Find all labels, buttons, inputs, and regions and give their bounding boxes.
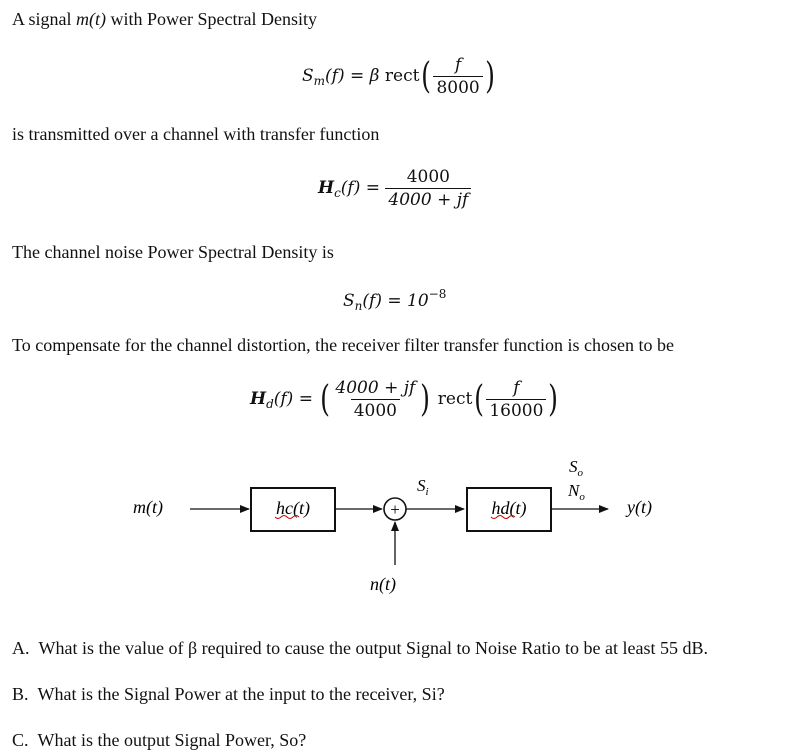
question-c: C. What is the output Signal Power, So? (12, 730, 307, 750)
equation-receiver-transfer: $H_d(f)$ = ( $\frac{4000 + jf}{4000}$ ) rect( $\frac{f}{16000}$ ) (250, 378, 559, 421)
so-label: $S_o$ (569, 457, 583, 479)
fraction-receiver-gain: $\frac{4000 + jf}{4000}$ (335, 378, 416, 421)
output-label: y(t) (627, 497, 652, 517)
fraction-f-over-8000: $\frac{f}{8000}$ (433, 55, 482, 98)
fraction-f-over-16000: $\frac{f}{16000}$ (486, 378, 546, 421)
input-label: m(t) (133, 497, 163, 517)
channel-block-label: hc(t) (276, 498, 310, 518)
equation-signal-psd: $S_m(f) = \beta$ rect( $\frac{f}{8000}$ ) (302, 55, 495, 98)
block-diagram (0, 450, 790, 610)
fraction-channel: $\frac{4000}{4000 + jf}$ (385, 167, 471, 210)
equation-noise-psd: $S_n(f) = 10^{-8}$ (343, 287, 447, 313)
noise-label: n(t) (370, 574, 396, 594)
equation-channel-transfer: $H_c(f)$ = $\frac{4000}{4000 + jf}$ (318, 167, 471, 210)
question-a: A. What is the value of β required to cause the output Signal to Noise Ratio to be at least 55 dB. (12, 638, 709, 658)
intro-text: A signal m(t) with Power Spectral Density (12, 9, 317, 29)
receiver-block-label: hd(t) (491, 498, 527, 518)
question-b: B. What is the Signal Power at the input to the receiver, Si? (12, 684, 445, 704)
channel-text: is transmitted over a channel with transfer function (12, 124, 380, 144)
compensate-text: To compensate for the channel distortion, the receiver filter transfer function is chosen to be (12, 335, 675, 355)
signal-symbol: m(t) (76, 9, 107, 29)
si-label: $S_i$ (417, 476, 429, 498)
no-label: $N_o$ (568, 481, 585, 503)
noise-text: The channel noise Power Spectral Density is (12, 242, 334, 262)
adder-symbol: + (390, 500, 400, 519)
